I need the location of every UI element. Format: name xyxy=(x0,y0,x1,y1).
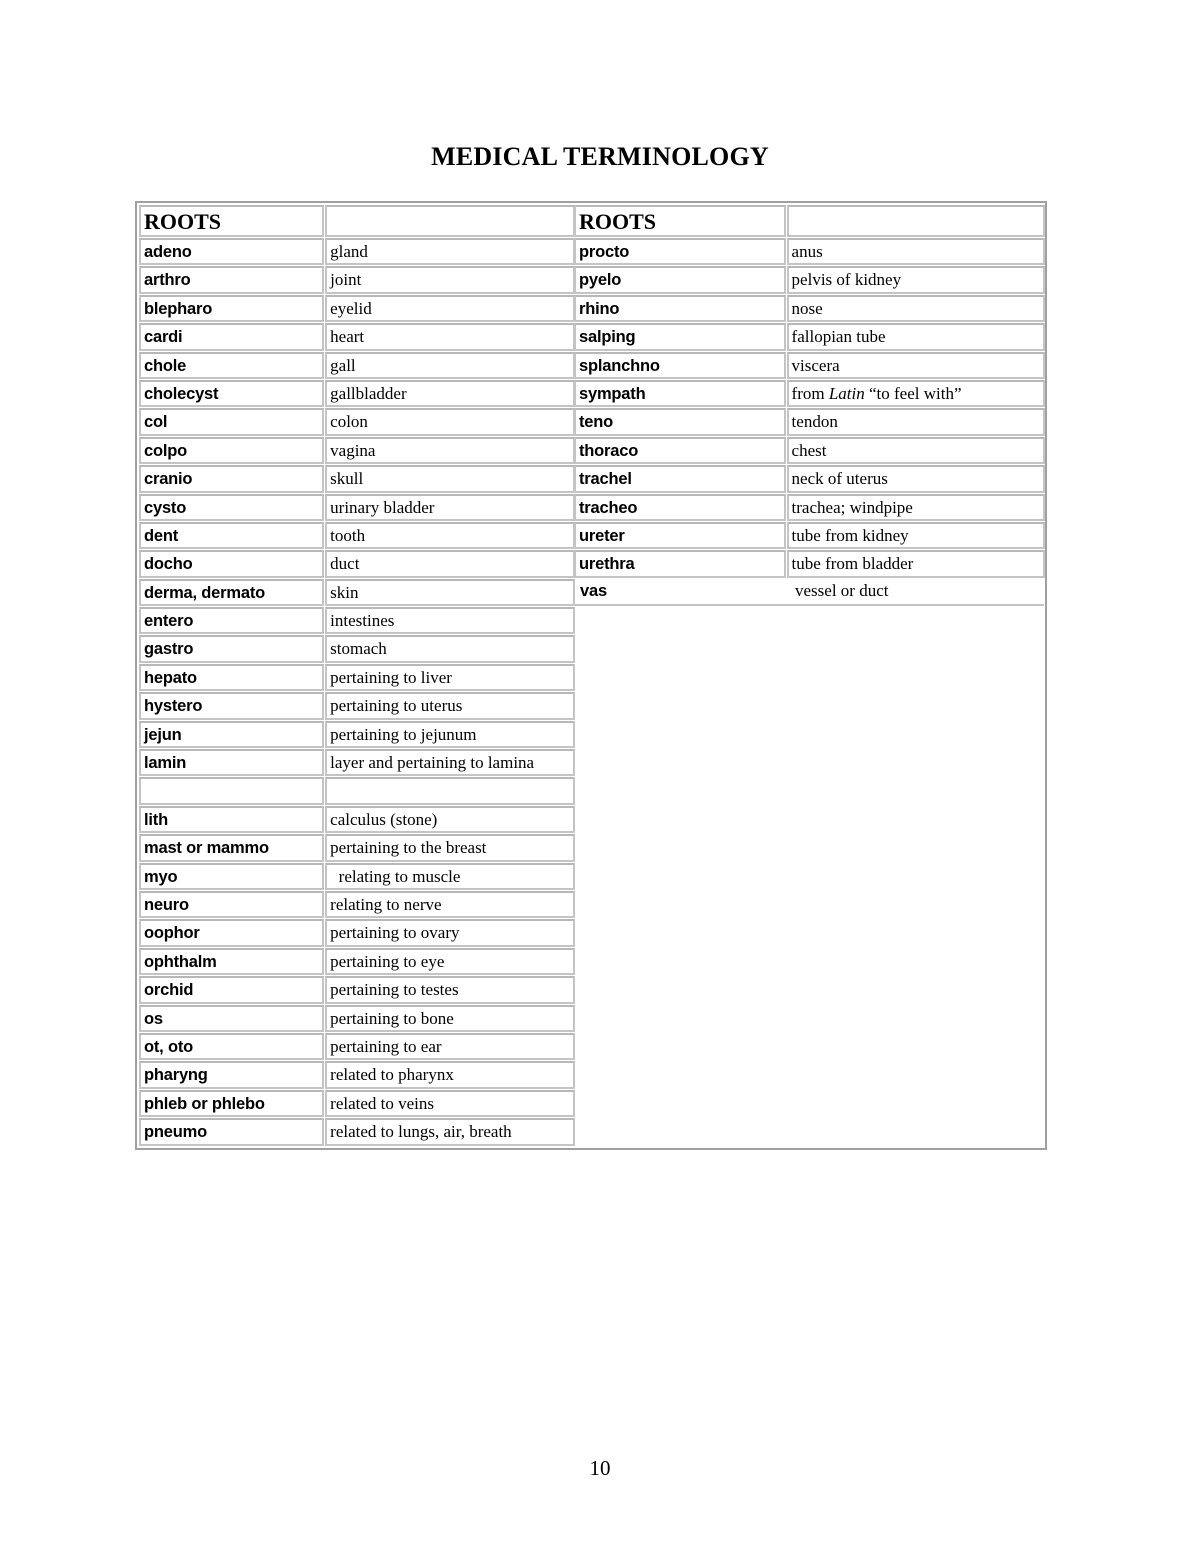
root-term: neuro xyxy=(139,891,324,918)
table-row xyxy=(139,692,576,720)
root-term: tracheo xyxy=(574,494,786,521)
root-meaning: skin xyxy=(325,579,575,606)
page-number: 10 xyxy=(589,1456,611,1480)
root-meaning: joint xyxy=(325,266,575,293)
meaning-suffix: “to feel with” xyxy=(864,383,962,403)
root-term: vas xyxy=(580,581,607,600)
root-meaning: heart xyxy=(325,323,575,350)
root-term: blepharo xyxy=(139,295,324,322)
root-term: myo xyxy=(139,863,324,890)
root-term: ophthalm xyxy=(139,948,324,975)
root-meaning: stomach xyxy=(325,635,575,662)
root-term: jejun xyxy=(139,721,324,748)
root-meaning: gland xyxy=(325,238,575,265)
root-meaning: trachea; windpipe xyxy=(787,494,1045,521)
root-meaning: duct xyxy=(325,550,575,577)
root-term: salping xyxy=(574,323,786,350)
root-meaning: relating to muscle xyxy=(325,863,575,890)
root-meaning: related to pharynx xyxy=(325,1061,575,1088)
root-term: procto xyxy=(574,238,786,265)
root-meaning: tooth xyxy=(325,522,575,549)
root-term: teno xyxy=(574,408,786,435)
root-meaning: pertaining to ovary xyxy=(325,919,575,946)
table-row xyxy=(574,295,1045,323)
table-row xyxy=(139,749,576,777)
meaning-italic: Latin xyxy=(828,383,865,403)
table-row xyxy=(574,579,1045,607)
table-row xyxy=(574,408,1045,436)
table-row xyxy=(574,238,1045,266)
table-row xyxy=(139,1033,576,1061)
root-term: trachel xyxy=(574,465,786,492)
root-term: sympath xyxy=(574,380,786,407)
root-meaning: layer and pertaining to lamina xyxy=(325,749,575,776)
root-term: chole xyxy=(139,352,324,379)
root-meaning: pertaining to ear xyxy=(325,1033,575,1060)
table-row xyxy=(139,579,576,607)
root-term: urethra xyxy=(574,550,786,577)
root-term: hystero xyxy=(139,692,324,719)
root-term: lith xyxy=(139,806,324,833)
table-row xyxy=(139,295,576,323)
table-row xyxy=(139,437,576,465)
root-term: mast or mammo xyxy=(139,834,324,861)
root-term: oophor xyxy=(139,919,324,946)
root-meaning xyxy=(787,380,1045,407)
table-row xyxy=(574,352,1045,380)
root-term xyxy=(139,777,324,804)
root-term: dent xyxy=(139,522,324,549)
table-row xyxy=(139,238,576,266)
root-term: docho xyxy=(139,550,324,577)
table-row xyxy=(139,948,576,976)
root-meaning: anus xyxy=(787,238,1045,265)
root-term: hepato xyxy=(139,664,324,691)
root-term: colpo xyxy=(139,437,324,464)
table-row xyxy=(139,550,576,578)
root-term: gastro xyxy=(139,635,324,662)
header-meaning xyxy=(325,205,575,237)
root-term: cardi xyxy=(139,323,324,350)
root-meaning: urinary bladder xyxy=(325,494,575,521)
table-row xyxy=(139,1005,576,1033)
root-term: lamin xyxy=(139,749,324,776)
roots-table xyxy=(135,201,1047,1150)
root-meaning xyxy=(325,777,575,804)
root-term: orchid xyxy=(139,976,324,1003)
root-term: cranio xyxy=(139,465,324,492)
root-term: cholecyst xyxy=(139,380,324,407)
table-row xyxy=(574,323,1045,351)
root-meaning: nose xyxy=(787,295,1045,322)
table-row xyxy=(139,891,576,919)
table-row xyxy=(139,721,576,749)
root-meaning: relating to nerve xyxy=(325,891,575,918)
root-term: cysto xyxy=(139,494,324,521)
table-header-row xyxy=(574,205,1045,238)
root-meaning: pertaining to bone xyxy=(325,1005,575,1032)
root-term: pyelo xyxy=(574,266,786,293)
root-term: ot, oto xyxy=(139,1033,324,1060)
table-row xyxy=(139,494,576,522)
table-row xyxy=(139,522,576,550)
root-term: derma, dermato xyxy=(139,579,324,606)
root-meaning: vagina xyxy=(325,437,575,464)
root-meaning: eyelid xyxy=(325,295,575,322)
root-term: pharyng xyxy=(139,1061,324,1088)
root-meaning: fallopian tube xyxy=(787,323,1045,350)
table-row xyxy=(574,437,1045,465)
root-meaning: neck of uterus xyxy=(787,465,1045,492)
root-meaning: pertaining to eye xyxy=(325,948,575,975)
table-row xyxy=(139,465,576,493)
root-term: col xyxy=(139,408,324,435)
root-meaning: tube from kidney xyxy=(787,522,1045,549)
table-row xyxy=(139,380,576,408)
table-row xyxy=(139,863,576,891)
root-meaning: related to lungs, air, breath xyxy=(325,1118,575,1145)
root-term: thoraco xyxy=(574,437,786,464)
table-row xyxy=(574,522,1045,550)
root-meaning: tendon xyxy=(787,408,1045,435)
root-meaning: pertaining to jejunum xyxy=(325,721,575,748)
right-column xyxy=(574,205,1045,607)
header-roots: ROOTS xyxy=(139,205,324,237)
root-meaning: viscera xyxy=(787,352,1045,379)
table-row xyxy=(139,408,576,436)
root-term: pneumo xyxy=(139,1118,324,1145)
merged-cell xyxy=(574,579,1044,606)
table-row xyxy=(574,465,1045,493)
table-row xyxy=(139,1118,576,1146)
table-row xyxy=(139,266,576,294)
table-row xyxy=(139,607,576,635)
root-meaning: pertaining to testes xyxy=(325,976,575,1003)
left-column xyxy=(139,205,576,1147)
root-term: ureter xyxy=(574,522,786,549)
table-row xyxy=(574,380,1045,408)
table-row xyxy=(139,1061,576,1089)
table-row xyxy=(139,323,576,351)
table-row xyxy=(574,494,1045,522)
root-meaning: related to veins xyxy=(325,1090,575,1117)
root-meaning: gall xyxy=(325,352,575,379)
root-meaning: skull xyxy=(325,465,575,492)
root-meaning: calculus (stone) xyxy=(325,806,575,833)
table-row xyxy=(574,550,1045,578)
table-row xyxy=(139,806,576,834)
root-meaning: intestines xyxy=(325,607,575,634)
root-term: splanchno xyxy=(574,352,786,379)
root-meaning: pertaining to uterus xyxy=(325,692,575,719)
root-meaning: gallbladder xyxy=(325,380,575,407)
root-meaning: tube from bladder xyxy=(787,550,1045,577)
root-term: phleb or phlebo xyxy=(139,1090,324,1117)
meaning-prefix: from xyxy=(791,383,829,403)
root-term: entero xyxy=(139,607,324,634)
table-row xyxy=(139,976,576,1004)
root-term: os xyxy=(139,1005,324,1032)
table-row xyxy=(139,834,576,862)
table-row xyxy=(139,664,576,692)
table-row xyxy=(139,919,576,947)
root-meaning: chest xyxy=(787,437,1045,464)
root-meaning: pelvis of kidney xyxy=(787,266,1045,293)
table-row xyxy=(139,1090,576,1118)
table-row xyxy=(139,777,576,805)
root-term: arthro xyxy=(139,266,324,293)
header-roots: ROOTS xyxy=(574,205,786,237)
table-row xyxy=(139,352,576,380)
root-meaning: colon xyxy=(325,408,575,435)
header-meaning xyxy=(787,205,1045,237)
table-header-row xyxy=(139,205,576,238)
root-term: adeno xyxy=(139,238,324,265)
root-meaning: vessel or duct xyxy=(795,580,889,600)
table-row xyxy=(139,635,576,663)
root-term: rhino xyxy=(574,295,786,322)
table-row xyxy=(574,266,1045,294)
root-meaning: pertaining to liver xyxy=(325,664,575,691)
page-title: MEDICAL TERMINOLOGY xyxy=(431,142,769,171)
root-meaning: pertaining to the breast xyxy=(325,834,575,861)
